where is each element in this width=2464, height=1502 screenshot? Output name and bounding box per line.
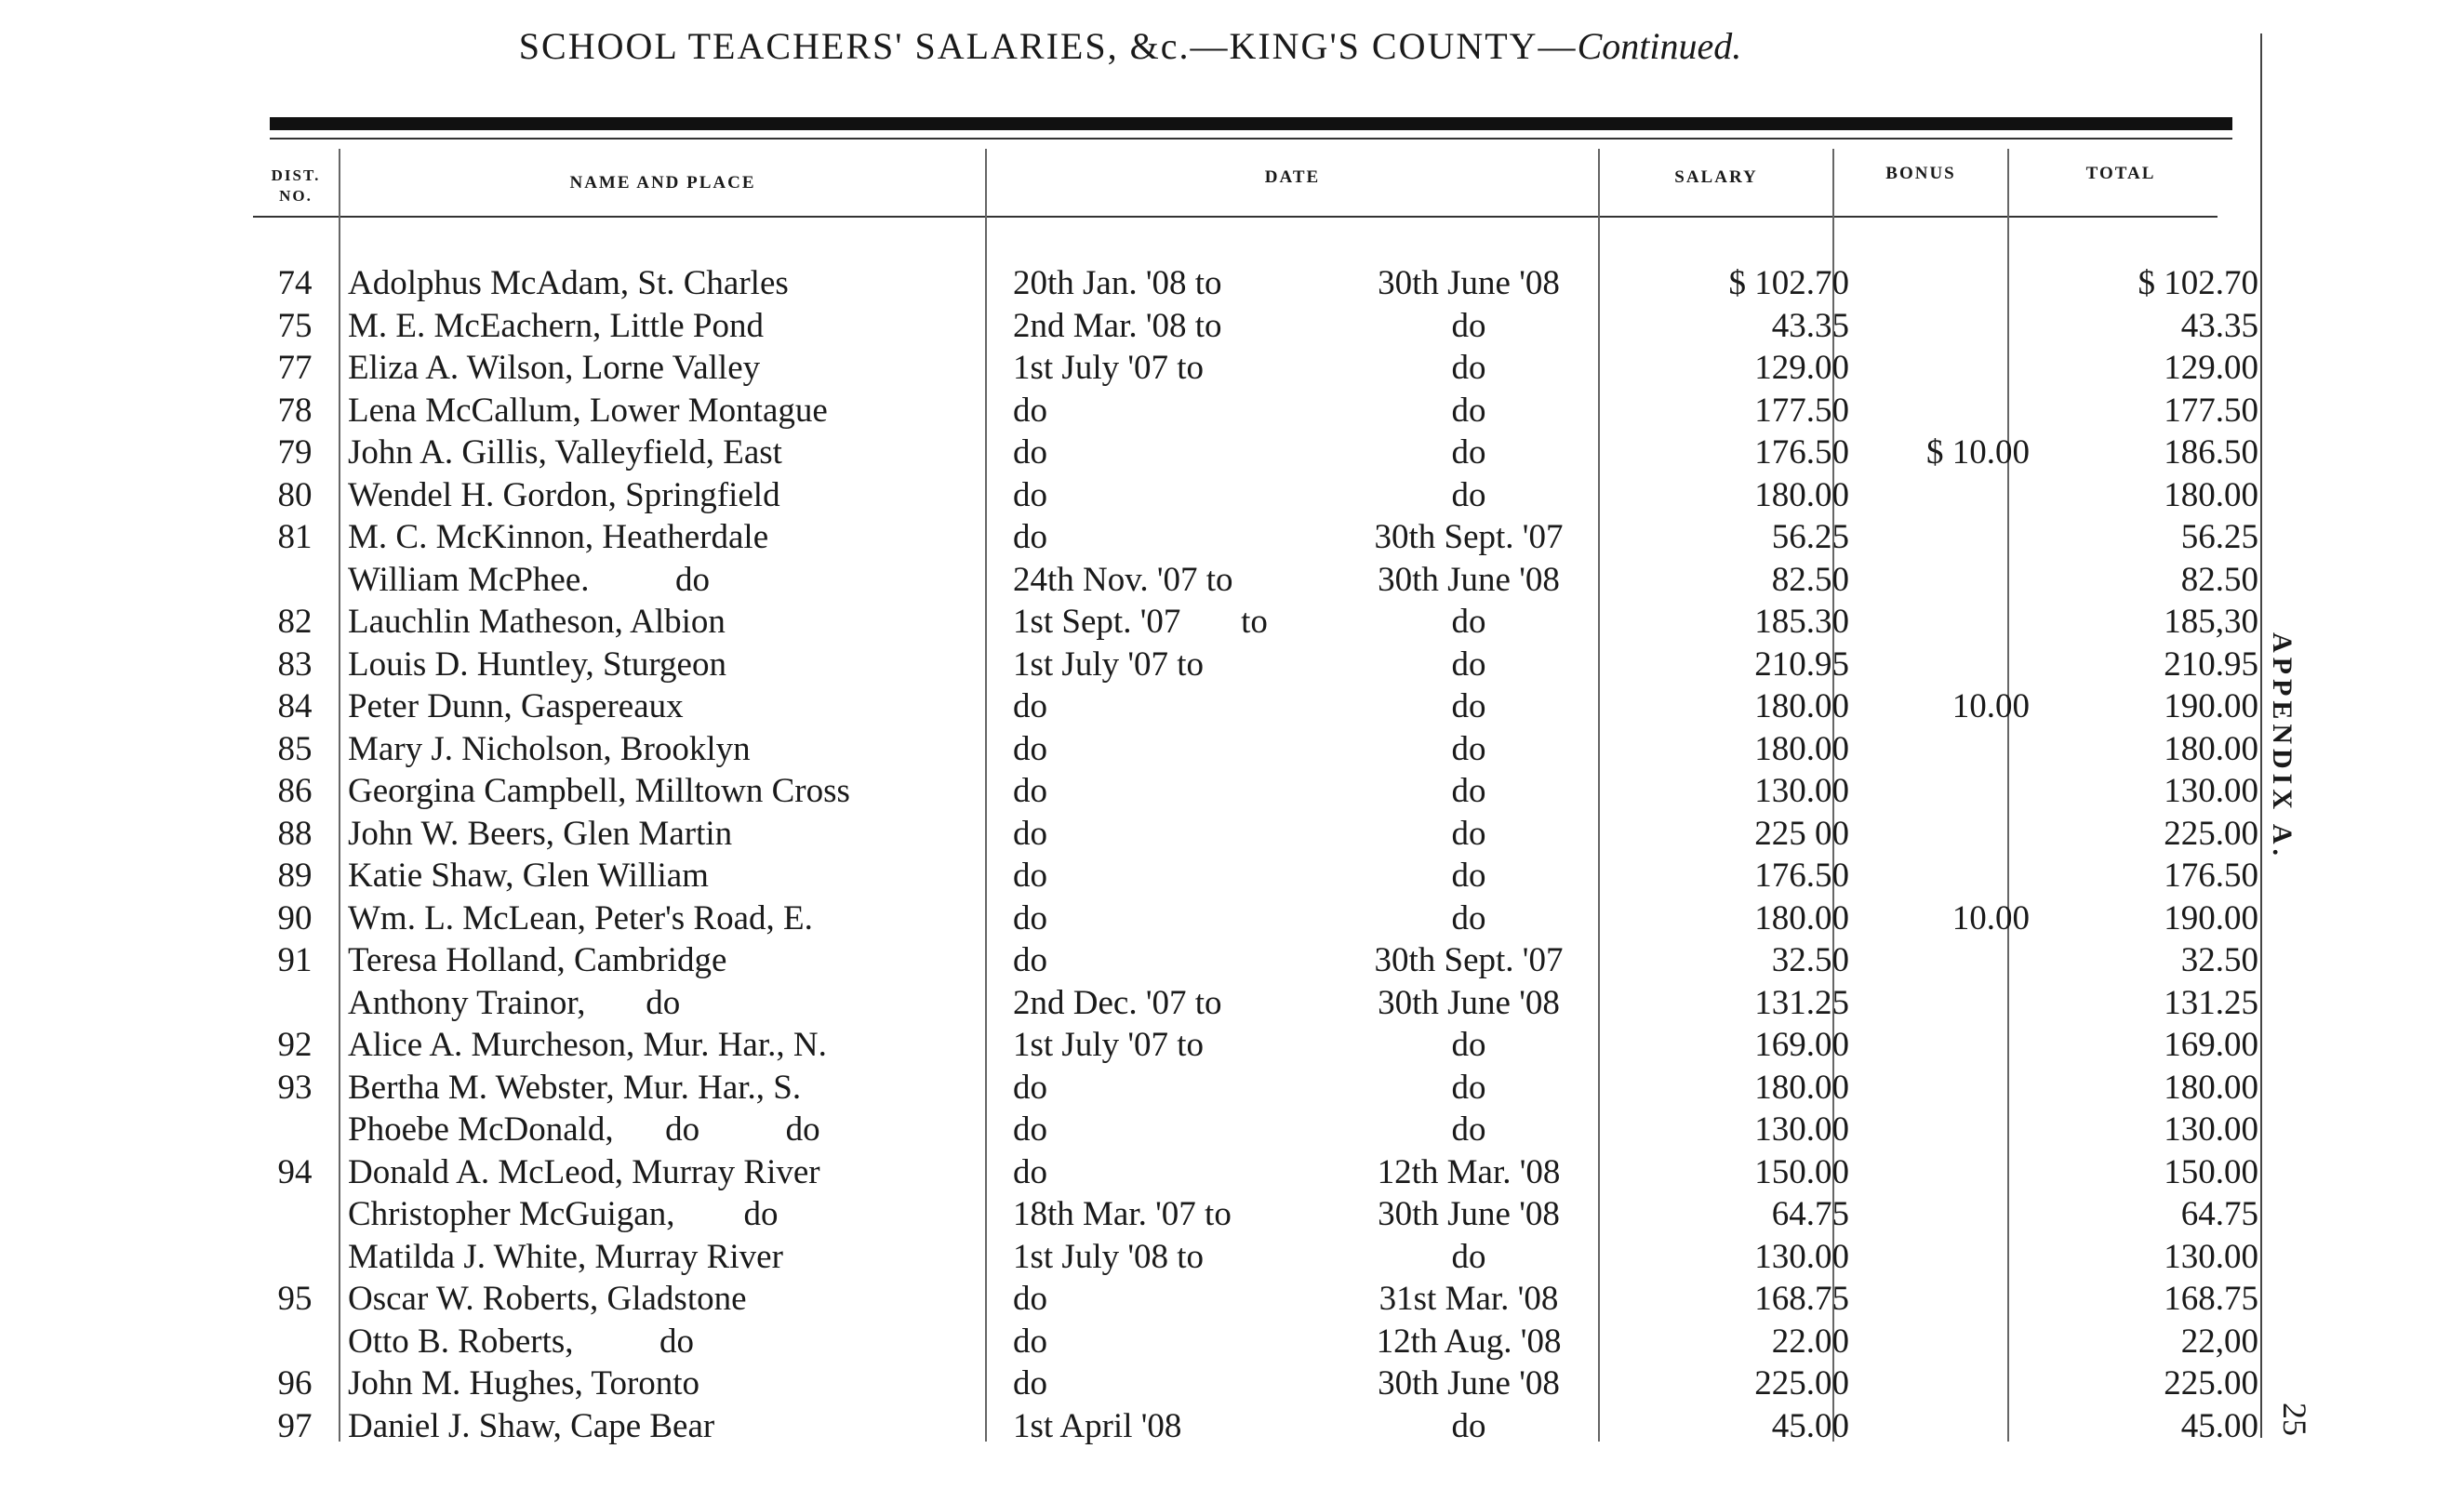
bonus-cell — [1855, 516, 2035, 559]
bonus-cell: 10.00 — [1951, 898, 2030, 937]
total-cell: 190.00 — [2164, 687, 2258, 726]
date-from-cell: do — [1013, 814, 1047, 853]
table-row — [253, 1109, 2264, 1151]
dist-no-cell: 83 — [277, 645, 313, 684]
dist-no-cell: 80 — [277, 475, 313, 514]
bonus-cell — [1855, 601, 2035, 644]
salary-cell: 180.00 — [1754, 1068, 1849, 1107]
salary-cell: 225.00 — [1754, 1364, 1849, 1403]
salary-cell: 176.50 — [1754, 433, 1849, 472]
table-row — [253, 728, 2264, 771]
date-to-cell: do — [1451, 898, 1486, 937]
table-row — [253, 1405, 2264, 1448]
table-row — [253, 982, 2264, 1025]
date-to-cell: 30th Sept. '07 — [1374, 941, 1564, 980]
table-row — [253, 474, 2264, 517]
table-row — [253, 305, 2264, 348]
teacher-name-place-cell: Anthony Trainor, do — [348, 983, 681, 1022]
table-row — [253, 347, 2264, 390]
teacher-name-place-cell: Alice A. Murcheson, Mur. Har., N. — [348, 1026, 827, 1065]
table-row — [253, 770, 2264, 813]
date-from-cell: 2nd Mar. '08 to — [1013, 306, 1222, 345]
dist-no-cell: 74 — [277, 264, 313, 303]
date-from-cell: 1st Sept. '07 to — [1013, 603, 1268, 642]
teacher-name-place-cell: Louis D. Huntley, Sturgeon — [348, 645, 726, 684]
total-cell: 130.00 — [2164, 1110, 2258, 1150]
bonus-cell — [1855, 728, 2035, 771]
dist-no-cell: 88 — [277, 814, 313, 853]
page-title — [0, 24, 2260, 68]
bonus-cell — [1855, 347, 2035, 390]
header-salary: SALARY — [1674, 167, 1758, 187]
dist-no-cell: 85 — [277, 729, 313, 768]
total-cell: 177.50 — [2164, 391, 2258, 430]
table-row — [253, 390, 2264, 432]
dist-no-cell: 75 — [277, 306, 313, 345]
table-row — [253, 262, 2264, 305]
dist-no-cell: 97 — [277, 1406, 313, 1445]
date-to-cell: do — [1451, 1068, 1486, 1107]
date-from-cell: 24th Nov. '07 to — [1013, 560, 1233, 599]
teacher-name-place-cell: Daniel J. Shaw, Cape Bear — [348, 1406, 715, 1445]
bonus-cell — [1855, 1193, 2035, 1236]
bonus-cell — [1855, 982, 2035, 1025]
table-row — [253, 601, 2264, 644]
salary-cell: 176.50 — [1754, 857, 1849, 896]
date-to-cell: do — [1451, 857, 1486, 896]
bonus-cell — [1855, 855, 2035, 897]
bonus-cell — [1855, 1151, 2035, 1194]
teacher-name-place-cell: Oscar W. Roberts, Gladstone — [348, 1280, 747, 1319]
total-cell: 190.00 — [2164, 898, 2258, 937]
salary-cell: 131.25 — [1754, 983, 1849, 1022]
table-row — [253, 685, 2264, 728]
date-to-cell: do — [1451, 391, 1486, 430]
total-cell: 32.50 — [2180, 941, 2258, 980]
table-row — [253, 559, 2264, 602]
table-row — [253, 939, 2264, 982]
dist-no-cell — [253, 1321, 337, 1363]
date-from-cell: 1st July '07 to — [1013, 349, 1205, 388]
date-to-cell: do — [1451, 306, 1486, 345]
date-to-cell: 30th June '08 — [1378, 560, 1560, 599]
dist-no-cell: 90 — [277, 898, 313, 937]
total-cell: 185,30 — [2164, 603, 2258, 642]
salary-table — [253, 262, 2264, 1447]
salary-cell: 32.50 — [1771, 941, 1849, 980]
teacher-name-place-cell: Phoebe McDonald, do do — [348, 1110, 820, 1150]
date-from-cell: 2nd Dec. '07 to — [1013, 983, 1222, 1022]
total-cell: 130.00 — [2164, 1237, 2258, 1276]
date-to-cell: do — [1451, 349, 1486, 388]
heavy-rule — [270, 117, 2232, 130]
date-from-cell: 18th Mar. '07 to — [1013, 1195, 1232, 1234]
date-to-cell: do — [1451, 687, 1486, 726]
table-row — [253, 1321, 2264, 1363]
date-from-cell: do — [1013, 391, 1047, 430]
date-to-cell: do — [1451, 603, 1486, 642]
date-to-cell: 30th June '08 — [1378, 983, 1560, 1022]
teacher-name-place-cell: Peter Dunn, Gaspereaux — [348, 687, 684, 726]
bonus-cell — [1855, 305, 2035, 348]
total-cell: 56.25 — [2180, 518, 2258, 557]
teacher-name-place-cell: Donald A. McLeod, Murray River — [348, 1152, 820, 1191]
dist-no-cell: 91 — [277, 941, 313, 980]
date-from-cell: do — [1013, 1152, 1047, 1191]
salary-cell: 129.00 — [1754, 349, 1849, 388]
bonus-cell — [1855, 644, 2035, 686]
date-from-cell: do — [1013, 1364, 1047, 1403]
date-from-cell: do — [1013, 729, 1047, 768]
bonus-cell — [1855, 770, 2035, 813]
date-to-cell: 12th Aug. '08 — [1376, 1322, 1562, 1361]
table-row — [253, 1193, 2264, 1236]
total-cell: $ 102.70 — [2138, 264, 2258, 303]
bonus-cell — [1855, 1362, 2035, 1405]
bonus-cell: 10.00 — [1951, 687, 2030, 726]
salary-cell: 130.00 — [1754, 772, 1849, 811]
page-title-main: SCHOOL TEACHERS' SALARIES, &c.—KING'S COUNTY— — [518, 25, 1578, 67]
total-cell: 180.00 — [2164, 729, 2258, 768]
salary-cell: 210.95 — [1754, 645, 1849, 684]
teacher-name-place-cell: Georgina Campbell, Milltown Cross — [348, 772, 850, 811]
table-row — [253, 1236, 2264, 1279]
table-row — [253, 432, 2264, 474]
date-to-cell: do — [1451, 433, 1486, 472]
total-cell: 186.50 — [2164, 433, 2258, 472]
teacher-name-place-cell: Eliza A. Wilson, Lorne Valley — [348, 349, 761, 388]
teacher-name-place-cell: Wendel H. Gordon, Springfield — [348, 475, 780, 514]
dist-no-cell: 77 — [277, 349, 313, 388]
date-from-cell: do — [1013, 941, 1047, 980]
total-cell: 225.00 — [2164, 1364, 2258, 1403]
salary-cell: 169.00 — [1754, 1026, 1849, 1065]
date-to-cell: 30th Sept. '07 — [1374, 518, 1564, 557]
date-to-cell: do — [1451, 1026, 1486, 1065]
thin-rule — [270, 138, 2232, 140]
salary-cell: 130.00 — [1754, 1237, 1849, 1276]
bonus-cell — [1855, 1067, 2035, 1110]
dist-no-cell: 86 — [277, 772, 313, 811]
date-from-cell: do — [1013, 772, 1047, 811]
total-cell: 176.50 — [2164, 857, 2258, 896]
date-from-cell: do — [1013, 857, 1047, 896]
teacher-name-place-cell: Mary J. Nicholson, Brooklyn — [348, 729, 751, 768]
date-to-cell: do — [1451, 1406, 1486, 1445]
bonus-cell — [1855, 813, 2035, 856]
bonus-cell — [1855, 1278, 2035, 1321]
salary-cell: 82.50 — [1771, 560, 1849, 599]
dist-no-cell: 84 — [277, 687, 313, 726]
salary-cell: $ 102.70 — [1728, 264, 1849, 303]
teacher-name-place-cell: Christopher McGuigan, do — [348, 1195, 779, 1234]
dist-no-cell: 94 — [277, 1152, 313, 1191]
salary-cell: 180.00 — [1754, 898, 1849, 937]
date-from-cell: do — [1013, 898, 1047, 937]
bonus-cell — [1855, 474, 2035, 517]
date-from-cell: 1st July '08 to — [1013, 1237, 1205, 1276]
total-cell: 180.00 — [2164, 1068, 2258, 1107]
date-to-cell: do — [1451, 772, 1486, 811]
date-to-cell: 31st Mar. '08 — [1379, 1280, 1559, 1319]
dist-no-cell: 81 — [277, 518, 313, 557]
salary-cell: 180.00 — [1754, 687, 1849, 726]
total-cell: 169.00 — [2164, 1026, 2258, 1065]
table-row — [253, 813, 2264, 856]
date-to-cell: do — [1451, 814, 1486, 853]
salary-cell: 64.75 — [1771, 1195, 1849, 1234]
total-cell: 130.00 — [2164, 772, 2258, 811]
bonus-cell — [1855, 390, 2035, 432]
dist-no-cell: 89 — [277, 857, 313, 896]
date-to-cell: 12th Mar. '08 — [1377, 1152, 1561, 1191]
teacher-name-place-cell: John A. Gillis, Valleyfield, East — [348, 433, 782, 472]
dist-no-cell: 95 — [277, 1280, 313, 1319]
salary-cell: 225 00 — [1754, 814, 1849, 853]
date-from-cell: 1st April '08 — [1013, 1406, 1182, 1445]
total-cell: 64.75 — [2180, 1195, 2258, 1234]
teacher-name-place-cell: Teresa Holland, Cambridge — [348, 941, 727, 980]
table-row — [253, 1067, 2264, 1110]
date-from-cell: do — [1013, 1110, 1047, 1150]
salary-cell: 177.50 — [1754, 391, 1849, 430]
bonus-cell: $ 10.00 — [1926, 433, 2030, 472]
date-from-cell: 1st July '07 to — [1013, 645, 1205, 684]
dist-no-cell: 93 — [277, 1068, 313, 1107]
table-row — [253, 644, 2264, 686]
total-cell: 150.00 — [2164, 1152, 2258, 1191]
header-total: TOTAL — [2085, 164, 2156, 183]
dist-no-cell: 78 — [277, 391, 313, 430]
date-to-cell: do — [1451, 475, 1486, 514]
teacher-name-place-cell: Lauchlin Matheson, Albion — [348, 603, 726, 642]
table-row — [253, 1362, 2264, 1405]
date-to-cell: do — [1451, 1110, 1486, 1150]
teacher-name-place-cell: Wm. L. McLean, Peter's Road, E. — [348, 898, 813, 937]
total-cell: 82.50 — [2180, 560, 2258, 599]
teacher-name-place-cell: John W. Beers, Glen Martin — [348, 814, 733, 853]
date-to-cell: do — [1451, 1237, 1486, 1276]
dist-no-cell: 79 — [277, 433, 313, 472]
salary-cell: 180.00 — [1754, 729, 1849, 768]
bonus-cell — [1855, 939, 2035, 982]
date-from-cell: do — [1013, 1322, 1047, 1361]
date-from-cell: do — [1013, 475, 1047, 514]
header-dist-no: DIST. NO. — [271, 166, 321, 205]
total-cell: 45.00 — [2180, 1406, 2258, 1445]
bonus-cell — [1855, 1405, 2035, 1448]
table-row — [253, 1151, 2264, 1194]
date-from-cell: do — [1013, 433, 1047, 472]
salary-cell: 150.00 — [1754, 1152, 1849, 1191]
date-from-cell: 20th Jan. '08 to — [1013, 264, 1222, 303]
total-cell: 43.35 — [2180, 306, 2258, 345]
bonus-cell — [1855, 1321, 2035, 1363]
teacher-name-place-cell: M. C. McKinnon, Heatherdale — [348, 518, 769, 557]
salary-cell: 185.30 — [1754, 603, 1849, 642]
dist-no-cell: 92 — [277, 1026, 313, 1065]
salary-cell: 22.00 — [1771, 1322, 1849, 1361]
date-to-cell: do — [1451, 645, 1486, 684]
dist-no-cell — [253, 1109, 337, 1151]
total-cell: 22,00 — [2180, 1322, 2258, 1361]
total-cell: 210.95 — [2164, 645, 2258, 684]
date-from-cell: do — [1013, 518, 1047, 557]
dist-no-cell: 96 — [277, 1364, 313, 1403]
date-to-cell: 30th June '08 — [1378, 264, 1560, 303]
appendix-side-label: APPENDIX A. — [2267, 632, 2298, 861]
header-bonus: BONUS — [1885, 164, 1956, 183]
date-from-cell: do — [1013, 1280, 1047, 1319]
bonus-cell — [1855, 559, 2035, 602]
salary-cell: 180.00 — [1754, 475, 1849, 514]
date-from-cell: do — [1013, 687, 1047, 726]
teacher-name-place-cell: Matilda J. White, Murray River — [348, 1237, 783, 1276]
dist-no-cell — [253, 559, 337, 602]
header-bottom-rule — [253, 216, 2218, 218]
bonus-cell — [1855, 262, 2035, 305]
total-cell: 168.75 — [2164, 1280, 2258, 1319]
total-cell: 129.00 — [2164, 349, 2258, 388]
bonus-cell — [1855, 1109, 2035, 1151]
bonus-cell — [1855, 1024, 2035, 1067]
teacher-name-place-cell: Lena McCallum, Lower Montague — [348, 391, 828, 430]
table-row — [253, 897, 2264, 940]
bonus-cell — [1855, 1236, 2035, 1279]
dist-no-cell: 82 — [277, 603, 313, 642]
total-cell: 131.25 — [2164, 983, 2258, 1022]
teacher-name-place-cell: William McPhee. do — [348, 560, 711, 599]
total-cell: 180.00 — [2164, 475, 2258, 514]
table-row — [253, 1278, 2264, 1321]
table-row — [253, 516, 2264, 559]
salary-cell: 130.00 — [1754, 1110, 1849, 1150]
dist-no-cell — [253, 1236, 337, 1279]
dist-no-cell — [253, 1193, 337, 1236]
salary-cell: 168.75 — [1754, 1280, 1849, 1319]
header-name-and-place: NAME AND PLACE — [569, 173, 756, 193]
teacher-name-place-cell: M. E. McEachern, Little Pond — [348, 306, 764, 345]
teacher-name-place-cell: Bertha M. Webster, Mur. Har., S. — [348, 1068, 802, 1107]
dist-no-cell — [253, 982, 337, 1025]
teacher-name-place-cell: John M. Hughes, Toronto — [348, 1364, 700, 1403]
page-number: 25 — [2276, 1402, 2313, 1436]
total-cell: 225.00 — [2164, 814, 2258, 853]
teacher-name-place-cell: Adolphus McAdam, St. Charles — [348, 264, 789, 303]
teacher-name-place-cell: Otto B. Roberts, do — [348, 1322, 695, 1361]
table-row — [253, 1024, 2264, 1067]
teacher-name-place-cell: Katie Shaw, Glen William — [348, 857, 709, 896]
date-from-cell: do — [1013, 1068, 1047, 1107]
table-row — [253, 855, 2264, 897]
salary-cell: 43.35 — [1771, 306, 1849, 345]
header-date: DATE — [1264, 167, 1321, 187]
date-to-cell: 30th June '08 — [1378, 1195, 1560, 1234]
page-title-continued: Continued. — [1577, 25, 1742, 67]
date-from-cell: 1st July '07 to — [1013, 1026, 1205, 1065]
salary-cell: 56.25 — [1771, 518, 1849, 557]
date-to-cell: 30th June '08 — [1378, 1364, 1560, 1403]
date-to-cell: do — [1451, 729, 1486, 768]
salary-cell: 45.00 — [1771, 1406, 1849, 1445]
